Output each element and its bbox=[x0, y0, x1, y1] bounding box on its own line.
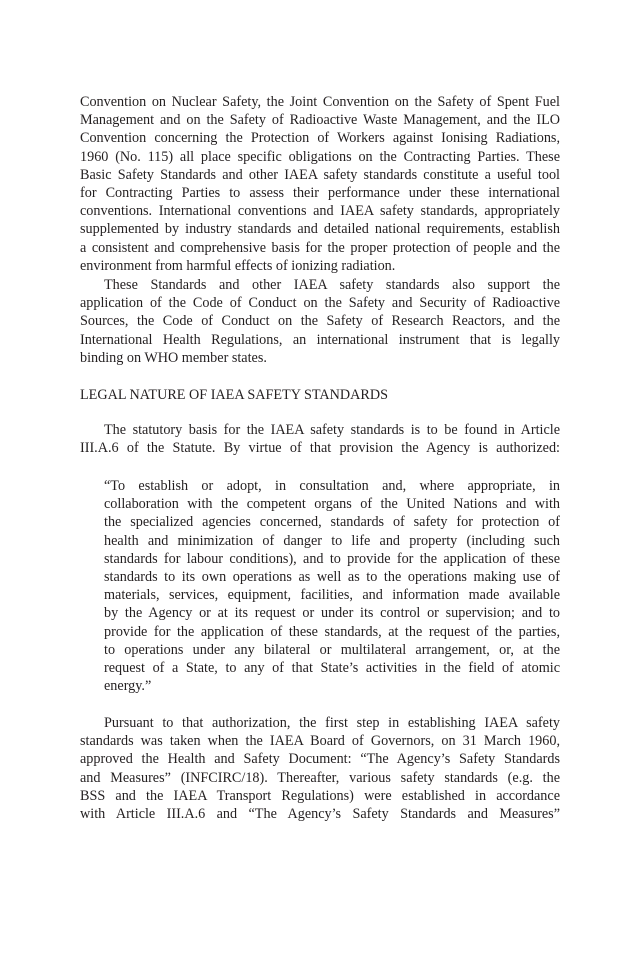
text-line: for Contracting Parties to assess their performance under these international bbox=[80, 184, 560, 201]
text-line: supplemented by industry standards and detailed national requirements, establish bbox=[80, 221, 560, 238]
text-line: These Standards and other IAEA safety standards also support the bbox=[104, 277, 560, 293]
text-line: BSS and the IAEA Transport Regulations) were established in accordance bbox=[80, 787, 560, 804]
text-line: “To establish or adopt, in consultation and, where appropriate, in bbox=[104, 478, 560, 494]
text-line: The statutory basis for the IAEA safety standards is to be found in Article bbox=[104, 422, 560, 438]
text-line: by the Agency or at its request or under its control or supervision; and to bbox=[104, 605, 560, 622]
text-line: 1960 (No. 115) all place specific obligations on the Contracting Parties. These bbox=[80, 148, 560, 165]
section-heading bbox=[80, 386, 560, 404]
text-line: approved the Health and Safety Document: “The Agency’s Safety Standards bbox=[80, 751, 560, 768]
text-line: a consistent and comprehensive basis for the proper protection of people and the bbox=[80, 239, 560, 256]
text-line: Pursuant to that authorization, the first step in establishing IAEA safety bbox=[104, 715, 560, 731]
statute-quotation bbox=[104, 477, 560, 695]
text-line: Convention concerning the Protection of Workers against Ionising Radiations, bbox=[80, 130, 560, 147]
text-line: International Health Regulations, an international instrument that is legally bbox=[80, 331, 560, 348]
text-line: collaboration with the competent organs of the United Nations and with bbox=[104, 496, 560, 513]
text-line: standards to its own operations as well as to the operations making use of bbox=[104, 568, 560, 585]
text-line: to operations under any bilateral or multilateral arrangement, or, at the bbox=[104, 641, 560, 658]
text-line: conventions. International conventions and IAEA safety standards, appropriately bbox=[80, 203, 560, 220]
paragraph-statutory-basis bbox=[80, 421, 560, 457]
text-line: provide for the application of these standards, at the request of the parties, bbox=[104, 623, 560, 640]
text-line: energy.” bbox=[104, 678, 152, 695]
text-line: the specialized agencies concerned, standards of safety for protection of bbox=[104, 514, 560, 531]
text-line: III.A.6 of the Statute. By virtue of that provision the Agency is authorized: bbox=[80, 440, 560, 457]
paragraph-conventions bbox=[80, 93, 560, 275]
text-line: standards was taken when the IAEA Board of Governors, on 31 March 1960, bbox=[80, 733, 560, 750]
text-line: environment from harmful effects of ionizing radiation. bbox=[80, 257, 396, 274]
text-line: Convention on Nuclear Safety, the Joint Convention on the Safety of Spent Fuel bbox=[80, 94, 560, 110]
text-line: Basic Safety Standards and other IAEA safety standards constitute a useful tool bbox=[80, 166, 560, 183]
text-line: Sources, the Code of Conduct on the Safety of Research Reactors, and the bbox=[80, 313, 560, 330]
text-line: and Measures” (INFCIRC/18). Thereafter, various safety standards (e.g. the bbox=[80, 769, 560, 786]
text-line: application of the Code of Conduct on the Safety and Security of Radioactive bbox=[80, 295, 560, 312]
text-line: request of a State, to any of that State’s activities in the field of atomic bbox=[104, 659, 560, 676]
text-line: standards for labour conditions), and to provide for the application of these bbox=[104, 550, 560, 567]
text-line: binding on WHO member states. bbox=[80, 349, 267, 366]
text-line: materials, services, equipment, facilities, and information made available bbox=[104, 587, 560, 604]
text-line: health and minimization of danger to life and property (including such bbox=[104, 532, 560, 549]
heading-legal-nature: LEGAL NATURE OF IAEA SAFETY STANDARDS bbox=[80, 387, 388, 403]
paragraph-authorization bbox=[80, 714, 560, 823]
text-line: with Article III.A.6 and “The Agency’s Safety Standards and Measures” bbox=[80, 805, 560, 822]
text-line: Management and on the Safety of Radioactive Waste Management, and the ILO bbox=[80, 112, 560, 129]
paragraph-codes-of-conduct bbox=[80, 276, 560, 367]
